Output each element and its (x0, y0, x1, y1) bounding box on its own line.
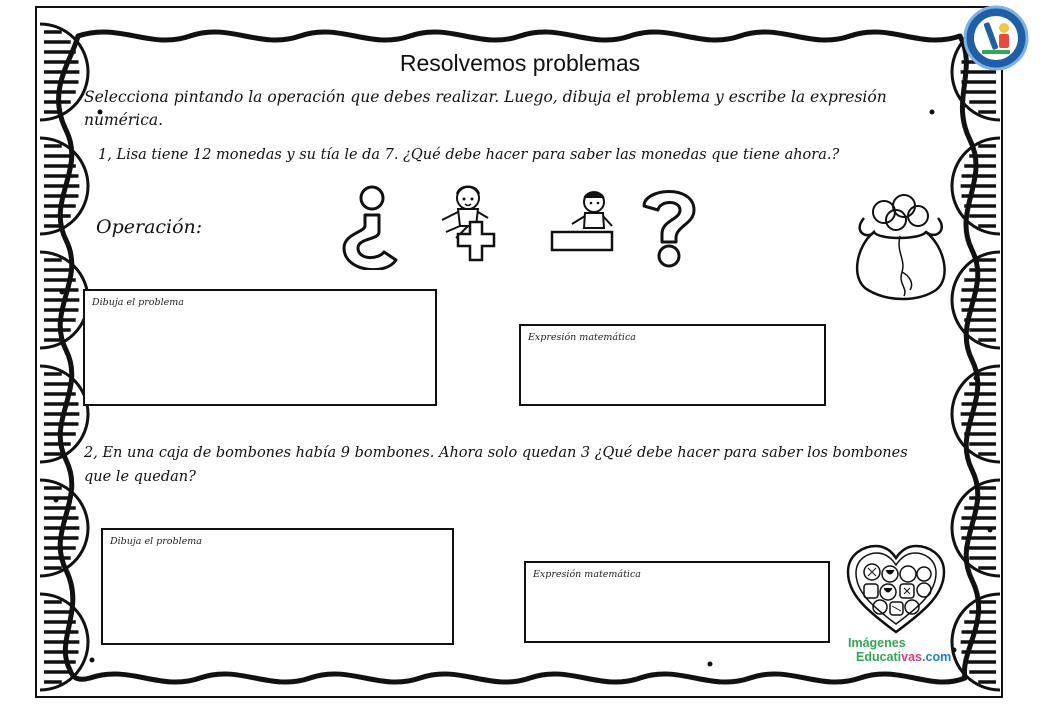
coin-bag-icon (848, 192, 952, 304)
problem-1-draw-box[interactable] (83, 289, 437, 406)
watermark-line-1: Imágenes (848, 636, 906, 650)
problem-1-question: 1, Lisa tiene 12 monedas y su tía le da 7. ¿Qué debe hacer para saber las monedas que tiene ahora.? (98, 147, 840, 163)
question-close-icon[interactable] (638, 184, 702, 270)
girl-plus-icon[interactable] (432, 182, 510, 268)
problem-2-expression-box[interactable] (524, 561, 830, 643)
instructions-text: Selecciona pintando la operación que debes realizar. Luego, dibuja el problema y escribe la expresión numérica. (84, 88, 887, 129)
expression-box-label: Expresión matemática (533, 569, 641, 580)
question-open-icon[interactable] (338, 184, 402, 270)
watermark-part-c: .com (922, 650, 952, 664)
problem-2-question: 2, En una caja de bombones había 9 bombones. Ahora solo quedan 3 ¿Qué debe hacer para saber los bombones que le quedan? (84, 445, 908, 485)
problem-2-draw-box[interactable] (101, 528, 454, 645)
operation-label: Operación: (96, 216, 203, 238)
boy-minus-icon[interactable] (548, 188, 618, 254)
draw-box-label: Dibuja el problema (110, 536, 202, 547)
expression-box-label: Expresión matemática (528, 332, 636, 343)
watermark-part-b: vas (901, 650, 923, 664)
watermark-logo (848, 636, 951, 664)
watermark-part-a: Educati (856, 650, 902, 664)
chocolate-heart-box-icon (846, 544, 946, 636)
draw-box-label: Dibuja el problema (92, 297, 184, 308)
problem-1-expression-box[interactable] (519, 324, 826, 406)
page-title: Resolvemos problemas (399, 50, 641, 76)
